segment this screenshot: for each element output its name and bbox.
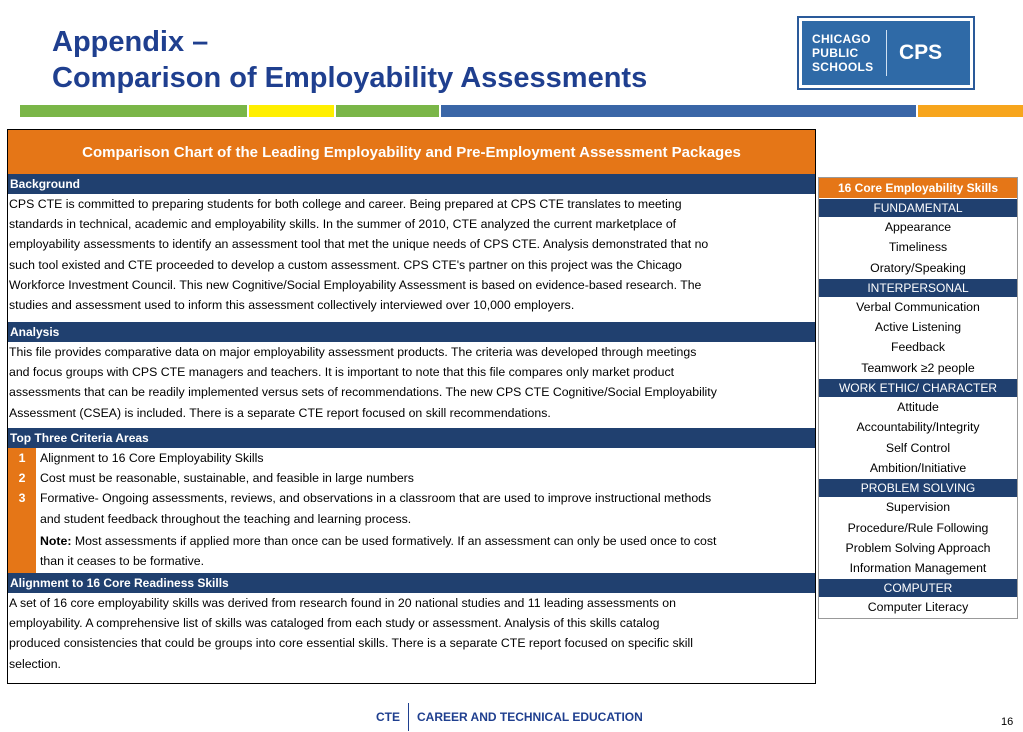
criteria-text: and student feedback throughout the teaching and learning process. <box>40 511 412 526</box>
logo-wordmark <box>802 32 880 74</box>
logo-word: CHICAGO <box>812 32 871 46</box>
logo-abbr: CPS <box>899 41 943 64</box>
title-line-2: Comparison of Employability Assessments <box>52 62 648 94</box>
logo-word: PUBLIC <box>812 46 859 60</box>
comparison-chart <box>7 129 816 684</box>
criteria-note <box>40 531 815 551</box>
analysis-text <box>8 342 815 428</box>
skill-item: Computer Literacy <box>867 600 969 615</box>
skill-category: INTERPERSONAL <box>819 278 1017 297</box>
text-line: Assessment (CSEA) is included. There is a separate CTE report focused on skill recommendations. <box>9 405 551 420</box>
section-header-analysis: Analysis <box>8 322 815 342</box>
section-header-alignment: Alignment to 16 Core Readiness Skills <box>8 573 815 593</box>
text-line: This file provides comparative data on major employability assessment products. The criteria was developed through meetings <box>9 345 697 359</box>
page-number: 16 <box>1001 716 1014 728</box>
skill-item: Timeliness <box>888 240 948 255</box>
text-line: CPS CTE is committed to preparing students for both college and career. Being prepared at CPS CTE translates to meeting <box>9 197 682 211</box>
cps-logo <box>797 16 975 90</box>
footer-cte: CTE <box>376 710 400 724</box>
alignment-text <box>8 593 815 674</box>
chart-banner: Comparison Chart of the Leading Employability and Pre-Employment Assessment Packages <box>8 130 815 174</box>
footer-divider <box>408 703 409 731</box>
skill-item: Feedback <box>890 340 945 355</box>
section-header-criteria: Top Three Criteria Areas <box>8 428 815 448</box>
text-line: produced consistencies that could be groups into core essential skills. There is a separate CTE report focused on specific skill <box>9 636 693 651</box>
text-line: Workforce Investment Council. This new Cognitive/Social Employability Assessment is based on evidence-based research. The <box>9 277 702 292</box>
text-line: selection. <box>9 656 61 671</box>
text-line: standards in technical, academic and employability skills. In the summer of 2010, CTE analyzed the current marketplace of <box>9 217 677 232</box>
skill-item: Self Control <box>885 440 951 455</box>
criteria-list <box>8 448 815 573</box>
note-text-cont: than it ceases to be formative. <box>40 554 205 569</box>
note-label: Note: <box>40 533 72 548</box>
section-header-background: Background <box>8 174 815 194</box>
core-skills-header: 16 Core Employability Skills <box>819 178 1017 198</box>
criteria-text-block <box>36 488 815 573</box>
logo-word: SCHOOLS <box>812 60 874 74</box>
criteria-number: 3 <box>8 488 36 573</box>
skill-item: Teamwork ≥2 people <box>861 360 975 375</box>
skill-item: Problem Solving Approach <box>845 540 991 555</box>
text-line: A set of 16 core employability skills was derived from research found in 20 national studies and 11 leading assessments on <box>9 596 676 610</box>
footer-department: CAREER AND TECHNICAL EDUCATION <box>417 710 643 724</box>
skill-category: PROBLEM SOLVING <box>819 478 1017 497</box>
stripe-segment <box>20 105 247 117</box>
skill-item: Accountability/Integrity <box>856 420 980 435</box>
skill-category: FUNDAMENTAL <box>819 198 1017 217</box>
criteria-text: Alignment to 16 Core Employability Skills <box>40 451 264 465</box>
text-line: assessments that can be readily implemented versus sets of recommendations. The new CPS CTE Cognitive/Social Employability <box>9 385 717 400</box>
skill-item: Supervision <box>885 500 951 515</box>
stripe-segment <box>918 105 1023 117</box>
text-line: employability. A comprehensive list of skills was cataloged from each study or assessment. Analysis of this skills catalog <box>9 616 660 631</box>
skill-item: Procedure/Rule Following <box>847 520 989 535</box>
text-line: such tool existed and CTE proceeded to develop a custom assessment. CPS CTE's partner on this project was the Chicago <box>9 257 682 272</box>
skill-item: Ambition/Initiative <box>869 460 967 475</box>
page-title <box>52 24 647 96</box>
text-line: and focus groups with CPS CTE managers and teachers. It is important to note that this file compares only market product <box>9 365 675 380</box>
note-text: Most assessments if applied more than once can be used formatively. If an assessment can only be used once to cost <box>71 533 717 548</box>
skill-item: Appearance <box>884 220 952 234</box>
title-line-1: Appendix – <box>52 26 209 58</box>
text-line: studies and assessment used to inform this assessment collectively interviewed over 10,000 employers. <box>9 298 575 313</box>
stripe-segment <box>336 105 439 117</box>
skill-item: Information Management <box>849 561 987 576</box>
skill-category: COMPUTER <box>819 578 1017 597</box>
core-skills-panel <box>818 177 1018 619</box>
criteria-item <box>8 468 815 488</box>
criteria-text: Formative- Ongoing assessments, reviews, and observations in a classroom that are used to improve instructional methods <box>40 491 712 506</box>
footer <box>376 702 643 732</box>
logo-divider <box>886 30 887 76</box>
skill-item: Oratory/Speaking <box>870 260 966 275</box>
stripe-segment <box>249 105 334 117</box>
criteria-item <box>8 488 815 573</box>
skill-item: Attitude <box>897 400 939 415</box>
stripe-segment <box>441 105 916 117</box>
skill-item: Verbal Communication <box>856 299 980 314</box>
criteria-item <box>8 448 815 468</box>
background-text <box>8 194 815 322</box>
text-line: employability assessments to identify an assessment tool that met the unique needs of CPS CTE. Analysis demonstrated that no <box>9 237 709 252</box>
skill-category: WORK ETHIC/ CHARACTER <box>819 378 1017 397</box>
criteria-text: Cost must be reasonable, sustainable, and feasible in large numbers <box>40 471 414 486</box>
skill-item: Active Listening <box>874 320 962 335</box>
criteria-number: 1 <box>8 448 36 468</box>
criteria-number: 2 <box>8 468 36 488</box>
